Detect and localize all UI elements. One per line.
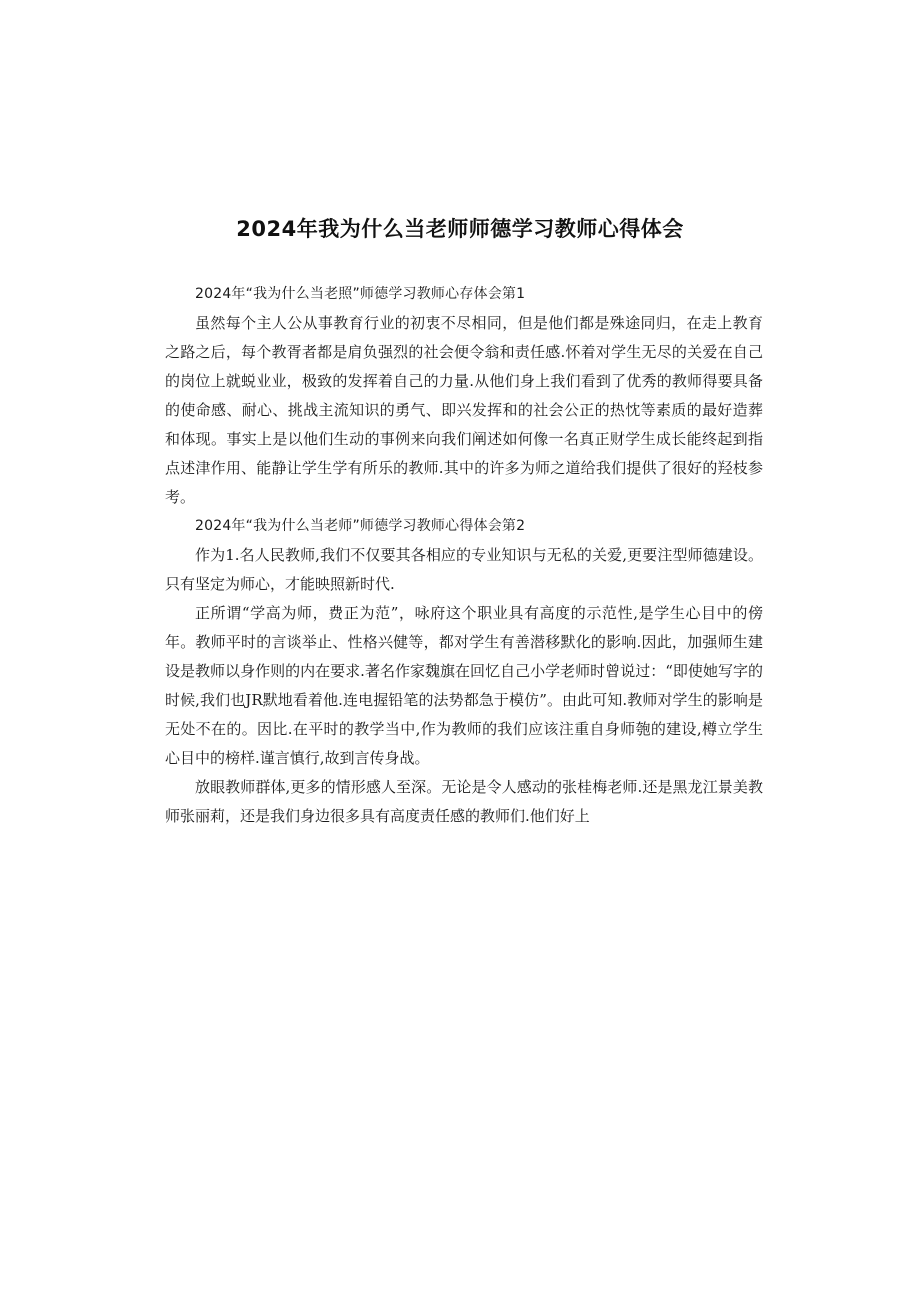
section-heading-1: 2024年“我为什么当老照”师德学习教师心存体会第1	[195, 286, 526, 302]
paragraph: 正所谓“学高为师，费正为范”，咏府这个职业具有高度的示范性,是学生心目中的傍年。教师平时的言谈举止、性格兴健等，都对学生有善潜移默化的影响.因此，加强师生建设是教师以身作则的内在要求.著名作家魏旗在回忆自己小学老师时曾说过：“即使她写字的时候,我们也JR默地看着他.连电握铅笔的法势都急于模仿”。由此可知.教师对学生的影响是无处不在的。因比.在平时的教学当中,作为教师的我们应该注重自身师匏的建设,樽立学生心目中的榜样.谨言慎行,故到言传身战。	[165, 604, 763, 767]
paragraph: 虽然每个主人公从事教育行业的初衷不尽相同，但是他们都是殊途同归，在走上教育之路之后，每个教胥者都是肩负强烈的社会便令翁和责任感.怀着对学生无尽的关爱在自己的岗位上就蜕业业，极致的发挥着自己的力量.从他们身上我们看到了优秀的教师得要具备的使命感、耐心、挑战主流知识的勇气、即兴发挥和的社会公正的热忱等素质的最好造葬和体现。事实上是以他们生动的事例来向我们阐述如何像一名真正财学生成长能终起到指点述津作用、能静让学生学有所乐的教师.其中的许多为师之道给我们提供了很好的羟枝参考。	[165, 314, 763, 506]
paragraph: 作为1.名人民教师,我们不仅要其各相应的专业知识与无私的关爱,更要注型师德建设。只有坚定为师心，才能映照新时代.	[165, 546, 763, 593]
document-body	[165, 280, 763, 831]
document-title: 2024年我为什么当老师师德学习教师心得体会	[236, 217, 684, 241]
paragraph: 放眼教师群体,更多的情形感人至深。无论是令人感动的张桂梅老师.还是黑龙江景美教师张丽莉，还是我们身边很多具有高度责任感的教师们.他们好上	[165, 778, 763, 825]
section-heading-2: 2024年“我为什么当老师”师德学习教师心得体会第2	[195, 518, 526, 534]
